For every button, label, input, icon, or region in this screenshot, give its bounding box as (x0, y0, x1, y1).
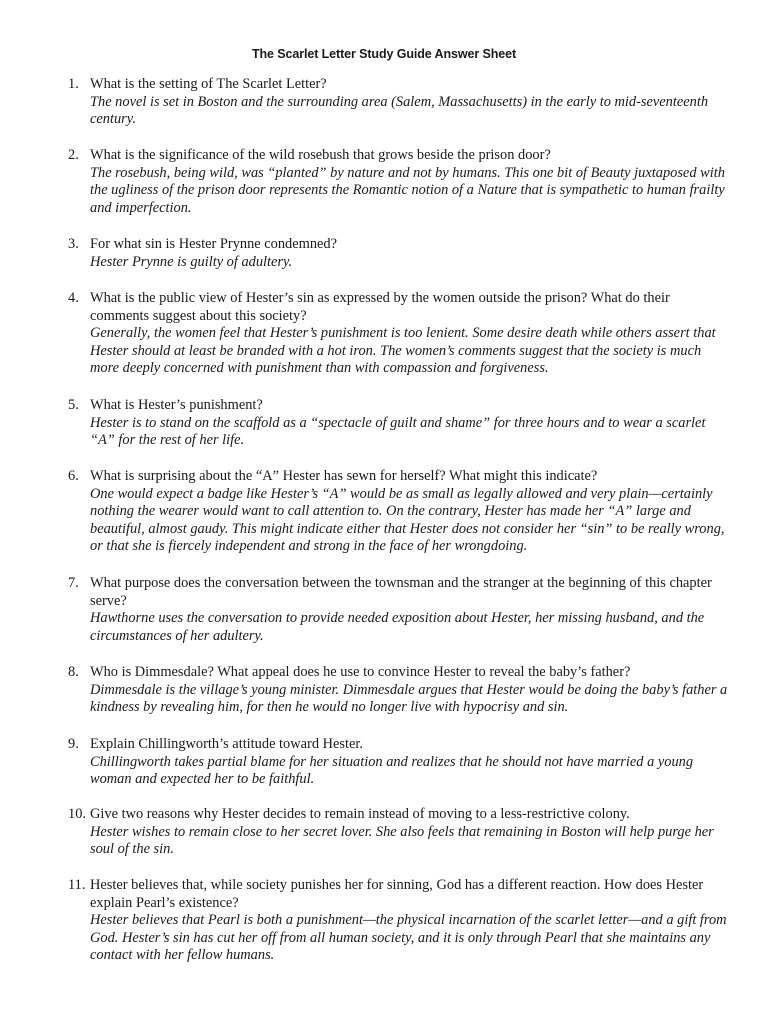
question-text: What is the setting of The Scarlet Letter? (90, 76, 327, 92)
question-text: What is Hester’s punishment? (90, 397, 263, 413)
answer-text: Hawthorne uses the conversation to provide needed exposition about Hester, her missing husband, and the circumstances of her adultery. (90, 610, 705, 644)
answer-text: One would expect a badge like Hester’s “A” would be as small as legally allowed and very plain—certainly nothing the wearer would want to call attention to. On the contrary, Hester has made her “A” large and beautiful, almost gaudy. This might indicate either that Hester does not consider her “sin” to be really wrong, or that she is fiercely independent and strong in the face of her wrongdoing. (90, 485, 725, 555)
list-item (68, 806, 728, 859)
answer-text: Dimmesdale is the village’s young minister. Dimmesdale argues that Hester would be doing the baby’s father a kindness by revealing him, for then he would no longer live with hypocrisy and sin. (90, 681, 728, 716)
question-text: What is surprising about the “A” Hester has sewn for herself? What might this indicate? (90, 468, 598, 484)
list-item (68, 664, 728, 717)
item-number: 4. (68, 290, 79, 306)
question-text: Explain Chillingworth’s attitude toward Hester. (90, 736, 363, 752)
item-number: 9. (68, 736, 79, 752)
question-text: What is the public view of Hester’s sin as expressed by the women outside the prison? What do their comments suggest about this society? (90, 290, 670, 324)
answer-text: Hester Prynne is guilty of adultery. (90, 253, 293, 270)
question-text: Give two reasons why Hester decides to remain instead of moving to a less-restrictive colony. (90, 806, 630, 822)
list-item (68, 76, 728, 129)
answer-text: Chillingworth takes partial blame for her situation and realizes that he should not have married a young woman and expected her to be faithful. (90, 753, 694, 788)
list-item (68, 397, 728, 450)
list-item (68, 877, 728, 965)
item-number: 7. (68, 575, 79, 591)
item-number: 11. (68, 877, 86, 893)
item-number: 6. (68, 468, 79, 484)
item-number: 2. (68, 147, 79, 163)
list-item (68, 468, 728, 556)
answer-text: The rosebush, being wild, was “planted” by nature and not by humans. This one bit of Beauty juxtaposed with the ugliness of the prison door represents the Romantic notion of a Nature that is sympathetic to human frailty and imperfection. (90, 164, 725, 216)
list-item (68, 575, 728, 645)
question-text: For what sin is Hester Prynne condemned? (90, 236, 337, 252)
answer-text: The novel is set in Boston and the surrounding area (Salem, Massachusetts) in the early to mid-seventeenth century. (90, 93, 709, 128)
page-title: The Scarlet Letter Study Guide Answer Sheet (251, 47, 517, 61)
answer-text: Hester is to stand on the scaffold as a “spectacle of guilt and shame” for three hours and to wear a scarlet “A” for the rest of her life. (90, 414, 706, 449)
question-text: What is the significance of the wild rosebush that grows beside the prison door? (90, 147, 551, 163)
answer-text: Hester believes that Pearl is both a punishment—the physical incarnation of the scarlet letter—and a gift from God. Hester’s sin has cut her off from all human society, and it is only through Pearl that she maintains any contact with her fellow humans. (90, 912, 727, 964)
list-item (68, 736, 728, 789)
item-number: 8. (68, 664, 79, 680)
question-text: Who is Dimmesdale? What appeal does he use to convince Hester to reveal the baby’s father? (90, 664, 631, 680)
question-text: Hester believes that, while society punishes her for sinning, God has a different reaction. How does Hester explain Pearl’s existence? (90, 877, 704, 911)
list-item (68, 236, 728, 271)
item-number: 10. (68, 806, 86, 822)
list-item (68, 290, 728, 378)
item-number: 1. (68, 76, 79, 92)
answer-text: Hester wishes to remain close to her secret lover. She also feels that remaining in Boston will help purge her soul of the sin. (90, 823, 714, 858)
item-number: 5. (68, 397, 79, 413)
list-item (68, 147, 728, 217)
answer-text: Generally, the women feel that Hester’s punishment is too lenient. Some desire death while others assert that Hester should at least be branded with a hot iron. The women’s comments suggest that the society is much more deeply concerned with punishment than with compassion and forgiveness. (90, 325, 716, 377)
question-text: What purpose does the conversation between the townsman and the stranger at the beginning of this chapter serve? (90, 575, 712, 609)
item-number: 3. (68, 236, 79, 252)
